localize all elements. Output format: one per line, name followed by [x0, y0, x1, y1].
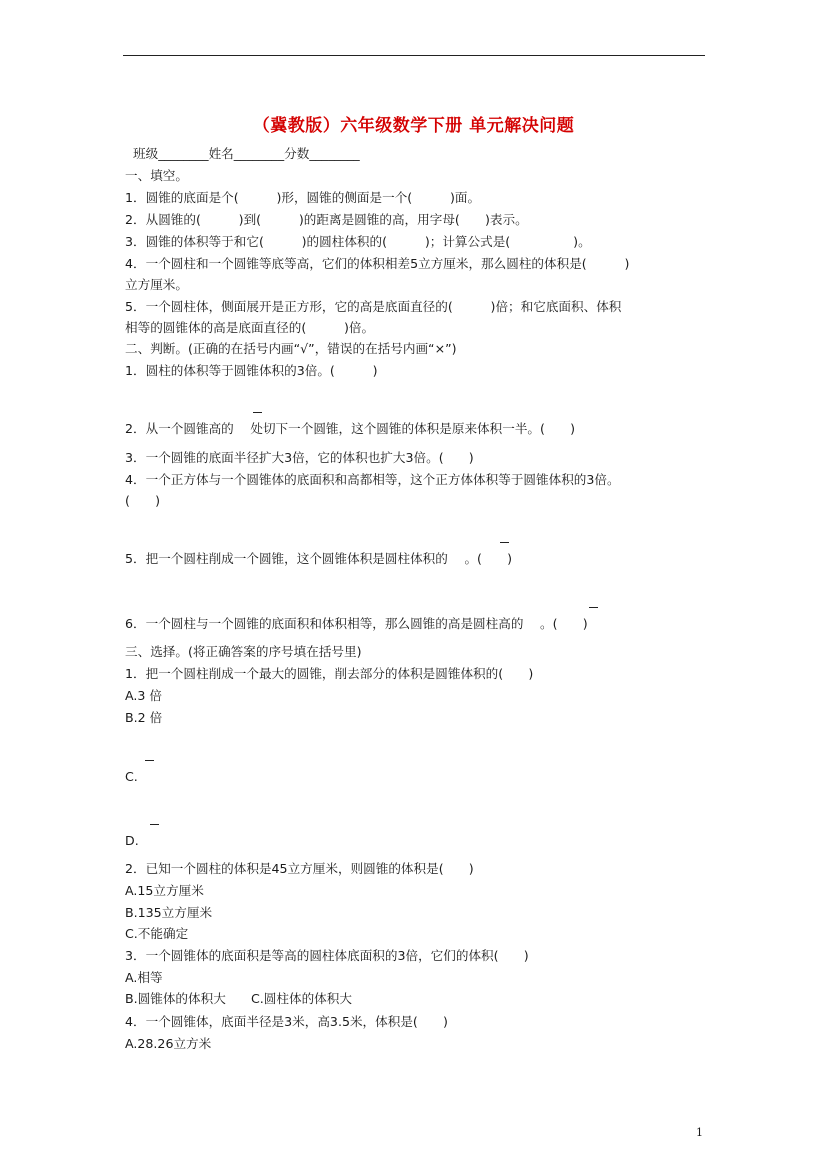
section3-heading: 三、选择。(将正确答案的序号填在括号里) — [125, 644, 362, 659]
s3-question-4: 4．一个圆锥体，底面半径是3米，高3.5米，体积是( ) — [125, 1014, 448, 1029]
s1-question-5: 5．一个圆柱体，侧面展开是正方形，它的高是底面直径的( )倍；和它底面积、体积 — [125, 299, 622, 314]
s3-question-1: 1．把一个圆柱削成一个最大的圆锥，削去部分的体积是圆锥体积的( ) — [125, 666, 534, 681]
s2-question-4-cont: ( ) — [125, 493, 161, 508]
s3-q2-option-a: A.15立方厘米 — [125, 883, 204, 898]
s3-q1-option-c: C. — [125, 769, 138, 784]
s3-q4-option-a: A.28.26立方米 — [125, 1036, 212, 1051]
s1-question-5-cont: 相等的圆锥体的高是底面直径的( )倍。 — [125, 320, 375, 335]
fraction-bar — [150, 824, 159, 825]
s2-question-2: 2．从一个圆锥高的 处切下一个圆锥，这个圆锥的体积是原来体积一半。( ) — [125, 421, 576, 436]
fraction-bar — [145, 760, 154, 761]
s1-question-2: 2．从圆锥的( )到( )的距离是圆锥的高，用字母( )表示。 — [125, 212, 528, 227]
header-rule — [123, 55, 705, 56]
fraction-bar — [500, 542, 509, 543]
s3-q3-option-bc: B.圆锥体的体积大 C.圆柱体的体积大 — [125, 991, 352, 1006]
s2-question-4: 4．一个正方体与一个圆锥体的底面积和高都相等，这个正方体体积等于圆锥体积的3倍。 — [125, 472, 620, 487]
s1-question-4-cont: 立方厘米。 — [125, 277, 188, 292]
s3-question-2: 2．已知一个圆柱的体积是45立方厘米，则圆锥的体积是( ) — [125, 861, 474, 876]
s1-question-4: 4．一个圆柱和一个圆锥等底等高，它们的体积相差5立方厘米，那么圆柱的体积是( ) — [125, 256, 630, 271]
page-number: 1 — [696, 1126, 703, 1139]
fraction-bar — [589, 607, 598, 608]
fraction-bar — [253, 412, 262, 413]
s3-q2-option-c: C.不能确定 — [125, 926, 189, 941]
page-title: （冀教版）六年级数学下册 单元解决问题 — [252, 116, 575, 136]
section2-heading: 二、判断。(正确的在括号内画“√”，错误的在括号内画“×”) — [125, 341, 457, 356]
s3-q2-option-b: B.135立方厘米 — [125, 905, 213, 920]
s1-question-1: 1．圆锥的底面是个( )形，圆锥的侧面是一个( )面。 — [125, 190, 481, 205]
s3-question-3: 3．一个圆锥体的底面积是等高的圆柱体底面积的3倍，它们的体积( ) — [125, 948, 529, 963]
s3-q3-option-a: A.相等 — [125, 970, 163, 985]
s3-q1-option-a: A.3 倍 — [125, 688, 163, 703]
s2-question-1: 1．圆柱的体积等于圆锥体积的3倍。( ) — [125, 363, 378, 378]
s2-question-6: 6．一个圆柱与一个圆锥的底面积和体积相等，那么圆锥的高是圆柱高的 。( ) — [125, 616, 588, 631]
s3-q1-option-d: D. — [125, 833, 139, 848]
s2-question-5: 5．把一个圆柱削成一个圆锥，这个圆锥体积是圆柱体积的 。( ) — [125, 551, 513, 566]
s3-q1-option-b: B.2 倍 — [125, 710, 163, 725]
s1-question-3: 3．圆锥的体积等于和它( )的圆柱体积的( )；计算公式是( )。 — [125, 234, 591, 249]
info-line: 班级________姓名________分数________ — [133, 146, 360, 161]
s2-question-3: 3．一个圆锥的底面半径扩大3倍，它的体积也扩大3倍。( ) — [125, 450, 474, 465]
section1-heading: 一、填空。 — [125, 168, 188, 183]
